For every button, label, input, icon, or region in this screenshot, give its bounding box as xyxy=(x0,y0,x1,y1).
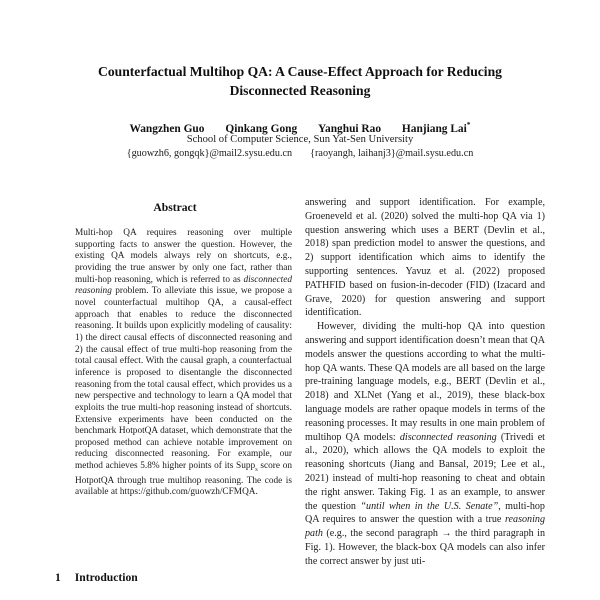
author-footnote-marker: * xyxy=(466,120,471,129)
section-title: Introduction xyxy=(74,571,138,584)
author-name: Qinkang Gong xyxy=(225,122,298,135)
author-name: Hanjiang Lai* xyxy=(401,120,471,135)
author-name: Wangzhen Guo xyxy=(129,122,205,135)
section-heading-introduction xyxy=(55,571,138,584)
author-line xyxy=(0,120,600,135)
email-line xyxy=(0,148,600,159)
affiliation-line: School of Computer Science, Sun Yat-Sen University xyxy=(186,134,414,145)
email-group-2: {raoyangh, laihanj3}@mail.sysu.edu.cn xyxy=(310,147,474,159)
section-number: 1 xyxy=(55,571,61,584)
body-paragraph-1: answering and support identification. For example, Groeneveld et al. (2020) solved the multi-hop QA via 1) question answering which uses a BERT (Devlin et al., 2018) span prediction model to answer the questions, and 2) support identification which aims to identify the supporting sentences. Yavuz et al. (2022) proposed PATHFID based on fusion-in-decoder (FID) (Izacard and Grave, 2020) for question answering and support identification. xyxy=(305,197,545,319)
abstract-heading: Abstract xyxy=(153,201,197,214)
right-column xyxy=(305,196,545,569)
abstract-text: Multi-hop QA requires reasoning over multiple supporting facts to answer the question. However, the existing QA models always rely on shortcuts, e.g., providing the true answer by only one fact, rather than multi-hop reasoning, which is referred to as disconnected reasoning problem. To alleviate this issue, we propose a novel counterfactual multihop QA, a causal-effect approach that enables to reduce the disconnected reasoning. It builds upon explicitly modeling of causality: 1) the direct causal effects of disconnected reasoning and 2) the causal effect of true multi-hop reasoning from the total causal effect. With the causal graph, a counterfactual inference is proposed to disentangle the disconnected reasoning from the total causal effect, which provides us a new perspective and technology to learn a QA model that exploits the true multi-hop reasoning instead of shortcuts. Extensive experiments have been conducted on the benchmark HotpotQA dataset, which demonstrate that the proposed method can achieve notable improvement on reducing disconnected reasoning. For example, our method achieves 5.8% higher points of its Supp$_s$ score on HotpotQA through true multihop reasoning. The code is available at https://github.com/guowzh/CFMQA. xyxy=(75,228,293,498)
author-name: Yanghui Rao xyxy=(318,122,382,135)
email-group-1: {guowzh6, gongqk}@mail2.sysu.edu.cn xyxy=(126,147,293,159)
body-paragraph-2: However, dividing the multi-hop QA into question answering and support identification doesn’t mean that QA models answer the questions according to what the multi-hop QA wants. These QA models are all based on the large pre-training language models, e.g., BERT (Devlin et al., 2018) and XLNet (Yang et al., 2019), these black-box language models are rather opaque models in terms of the reasoning processes. It may results in one main problem of multihop QA models: disconnected reasoning (Trivedi et al., 2020), which allows the QA models to exploit the reasoning shortcuts (Jiang and Bansal, 2019; Lee et al., 2021) instead of multi-hop reasoning to cheat and obtain the right answer. Taking Fig. 1 as an example, to answer the question “until when in the U.S. Senate”, multi-hop QA requires to answer the question with a true reasoning path (e.g., the second paragraph → the third paragraph in Fig. 1). However, the black-box QA models can also infer the correct answer by just uti- xyxy=(305,321,545,567)
paper-title: Counterfactual Multihop QA: A Cause-Effect Approach for Reducing Disconnected Reasoning xyxy=(98,64,502,98)
